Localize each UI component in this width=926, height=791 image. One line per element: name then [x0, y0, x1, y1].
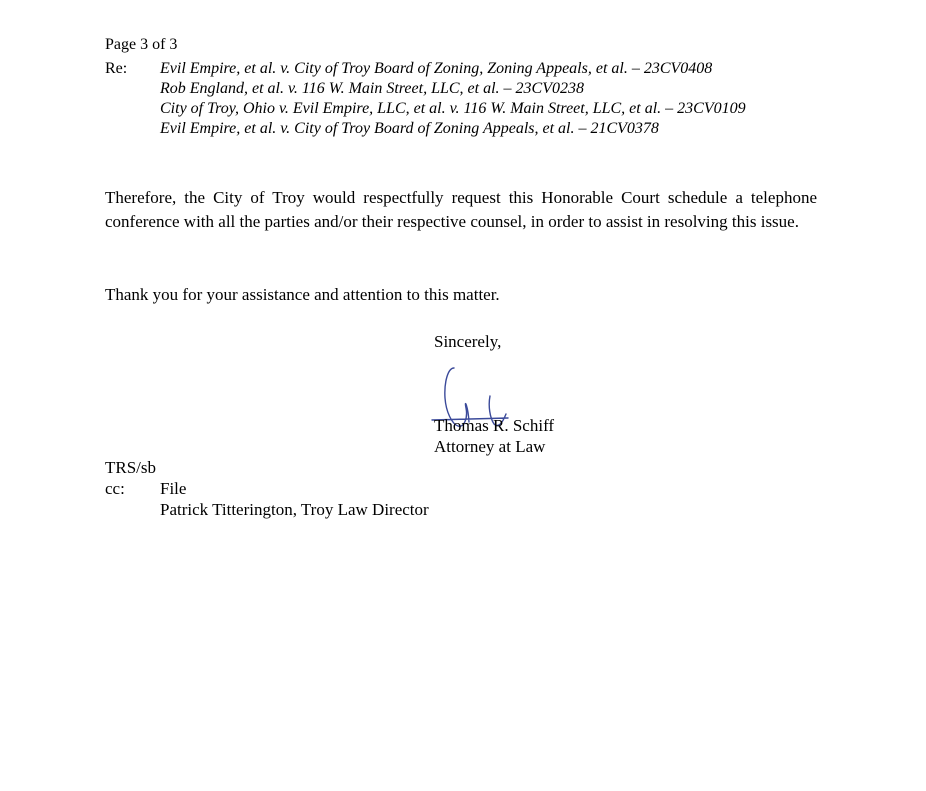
- page-number: Page 3 of 3: [105, 36, 178, 53]
- cc-label: cc:: [105, 479, 125, 498]
- case-caption: Rob England, et al. v. 116 W. Main Street, LLC, et al. – 23CV0238: [160, 80, 584, 97]
- body-paragraph: Thank you for your assistance and attention to this matter.: [105, 285, 500, 304]
- case-caption: Evil Empire, et al. v. City of Troy Board of Zoning Appeals, et al. – 21CV0378: [160, 120, 659, 137]
- signer-title: Attorney at Law: [434, 437, 546, 456]
- case-caption: Evil Empire, et al. v. City of Troy Board of Zoning, Zoning Appeals, et al. – 23CV0408: [160, 60, 713, 77]
- salutation: Sincerely,: [434, 332, 502, 351]
- cc-recipient: File: [160, 479, 187, 498]
- re-label: Re:: [105, 60, 128, 77]
- case-caption: City of Troy, Ohio v. Evil Empire, LLC, et al. v. 116 W. Main Street, LLC, et al. – 23CV0109: [160, 100, 746, 117]
- body-paragraph: Therefore, the City of Troy would respectfully request this Honorable Court schedule a telephone conference with all the parties and/or their respective counsel, in order to assist in resolving this issue.: [105, 188, 817, 231]
- typist-initials: TRS/sb: [105, 458, 157, 477]
- signer-name: Thomas R. Schiff: [434, 416, 555, 435]
- cc-recipient: Patrick Titterington, Troy Law Director: [160, 500, 429, 519]
